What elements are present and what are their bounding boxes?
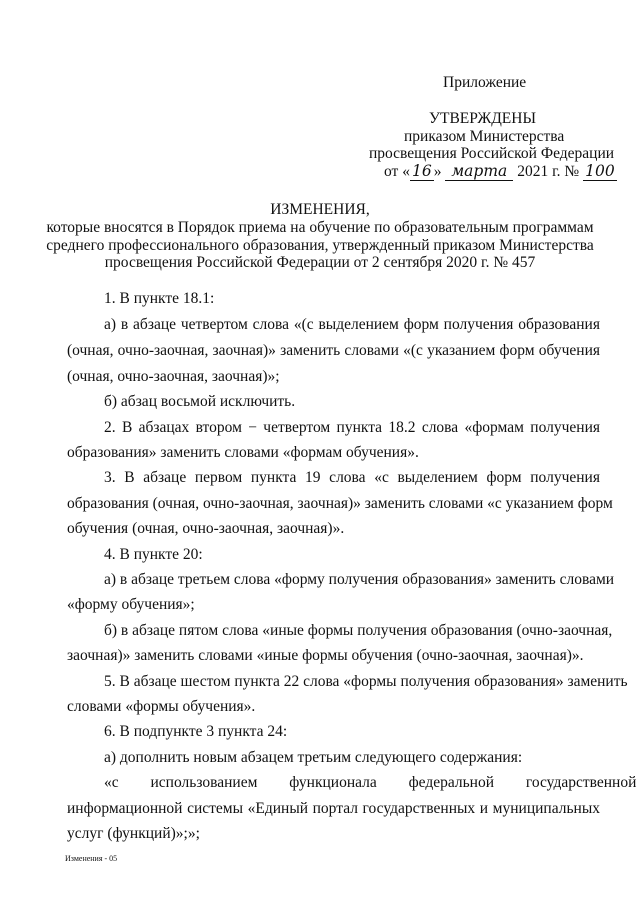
- item-1-heading: 1. В пункте 18.1:: [104, 290, 215, 307]
- title-line-3: просвещения Российской Федерации от 2 сентября 2020 г. № 457: [104, 254, 536, 271]
- item-6a-quote-line-1: «с использованием функционала федеральной государственной: [104, 774, 637, 791]
- item-1a-line-1: а) в абзаце четвертом слова «(с выделением форм получения образования: [104, 316, 600, 333]
- item-1b: б) абзац восьмой исключить.: [104, 393, 296, 410]
- date-day-handwritten: 16: [411, 162, 432, 180]
- item-3-line-2: образования (очная, очно-заочная, заочная)» заменить словами «с указанием форм: [67, 495, 613, 512]
- item-4a-line-2: «форму обучения»;: [67, 596, 195, 613]
- item-3-line-1: 3. В абзаце первом пункта 19 слова «с выделением форм получения: [104, 469, 600, 486]
- item-1a-line-3: (очная, очно-заочная, заочная)»;: [67, 368, 280, 385]
- order-line-2: просвещения Российской Федерации: [369, 145, 615, 162]
- item-5-line-2: словами «формы обучения».: [67, 698, 256, 715]
- item-4-heading: 4. В пункте 20:: [104, 546, 203, 563]
- item-6a-line-1: а) дополнить новым абзацем третьим следующего содержания:: [104, 749, 523, 766]
- date-year-number: 2021 г. №: [517, 163, 580, 180]
- title-line-1: которые вносятся в Порядок приема на обучение по образовательным программам: [46, 219, 594, 236]
- item-6-heading: 6. В подпункте 3 пункта 24:: [104, 723, 288, 740]
- item-4a-line-1: а) в абзаце третьем слова «форму получения образования» заменить словами: [104, 571, 615, 588]
- item-2-line-1: 2. В абзацах втором − четвертом пункта 18.2 слова «формам получения: [104, 419, 600, 436]
- date-order-number-handwritten: 100: [585, 162, 615, 180]
- date-prefix: от «: [384, 163, 410, 180]
- page-footer: Изменения - 05: [65, 854, 118, 863]
- title-line-2: среднего профессионального образования, утвержденный приказом Министерства: [46, 237, 594, 254]
- date-month-handwritten: марта: [445, 162, 513, 181]
- item-2-line-2: образования» заменить словами «формам обучения».: [67, 444, 419, 461]
- item-4b-line-2: заочная)» заменить словами «иные формы обучения (очно-заочная, заочная)».: [67, 647, 584, 664]
- date-sep: »: [433, 163, 442, 180]
- item-5-line-1: 5. В абзаце шестом пункта 22 слова «формы получения образования» заменить: [104, 673, 628, 690]
- item-6a-quote-line-3: услуг (функций)»;»;: [67, 825, 200, 842]
- order-line-1: приказом Министерства: [404, 128, 565, 145]
- item-6a-quote-line-2: информационной системы «Единый портал государственных и муниципальных: [67, 800, 600, 817]
- item-4b-line-1: б) в абзаце пятом слова «иные формы получения образования (очно-заочная,: [104, 622, 613, 639]
- changes-title: ИЗМЕНЕНИЯ,: [270, 201, 370, 218]
- item-1a-line-2: (очная, очно-заочная, заочная)» заменить словами «(с указанием форм обучения: [67, 342, 600, 359]
- approved-label: УТВЕРЖДЕНЫ: [429, 110, 536, 127]
- order-date-line: [384, 162, 617, 181]
- item-3-line-3: обучения (очная, очно-заочная, заочная)».: [67, 520, 345, 537]
- appendix-label: Приложение: [443, 74, 527, 91]
